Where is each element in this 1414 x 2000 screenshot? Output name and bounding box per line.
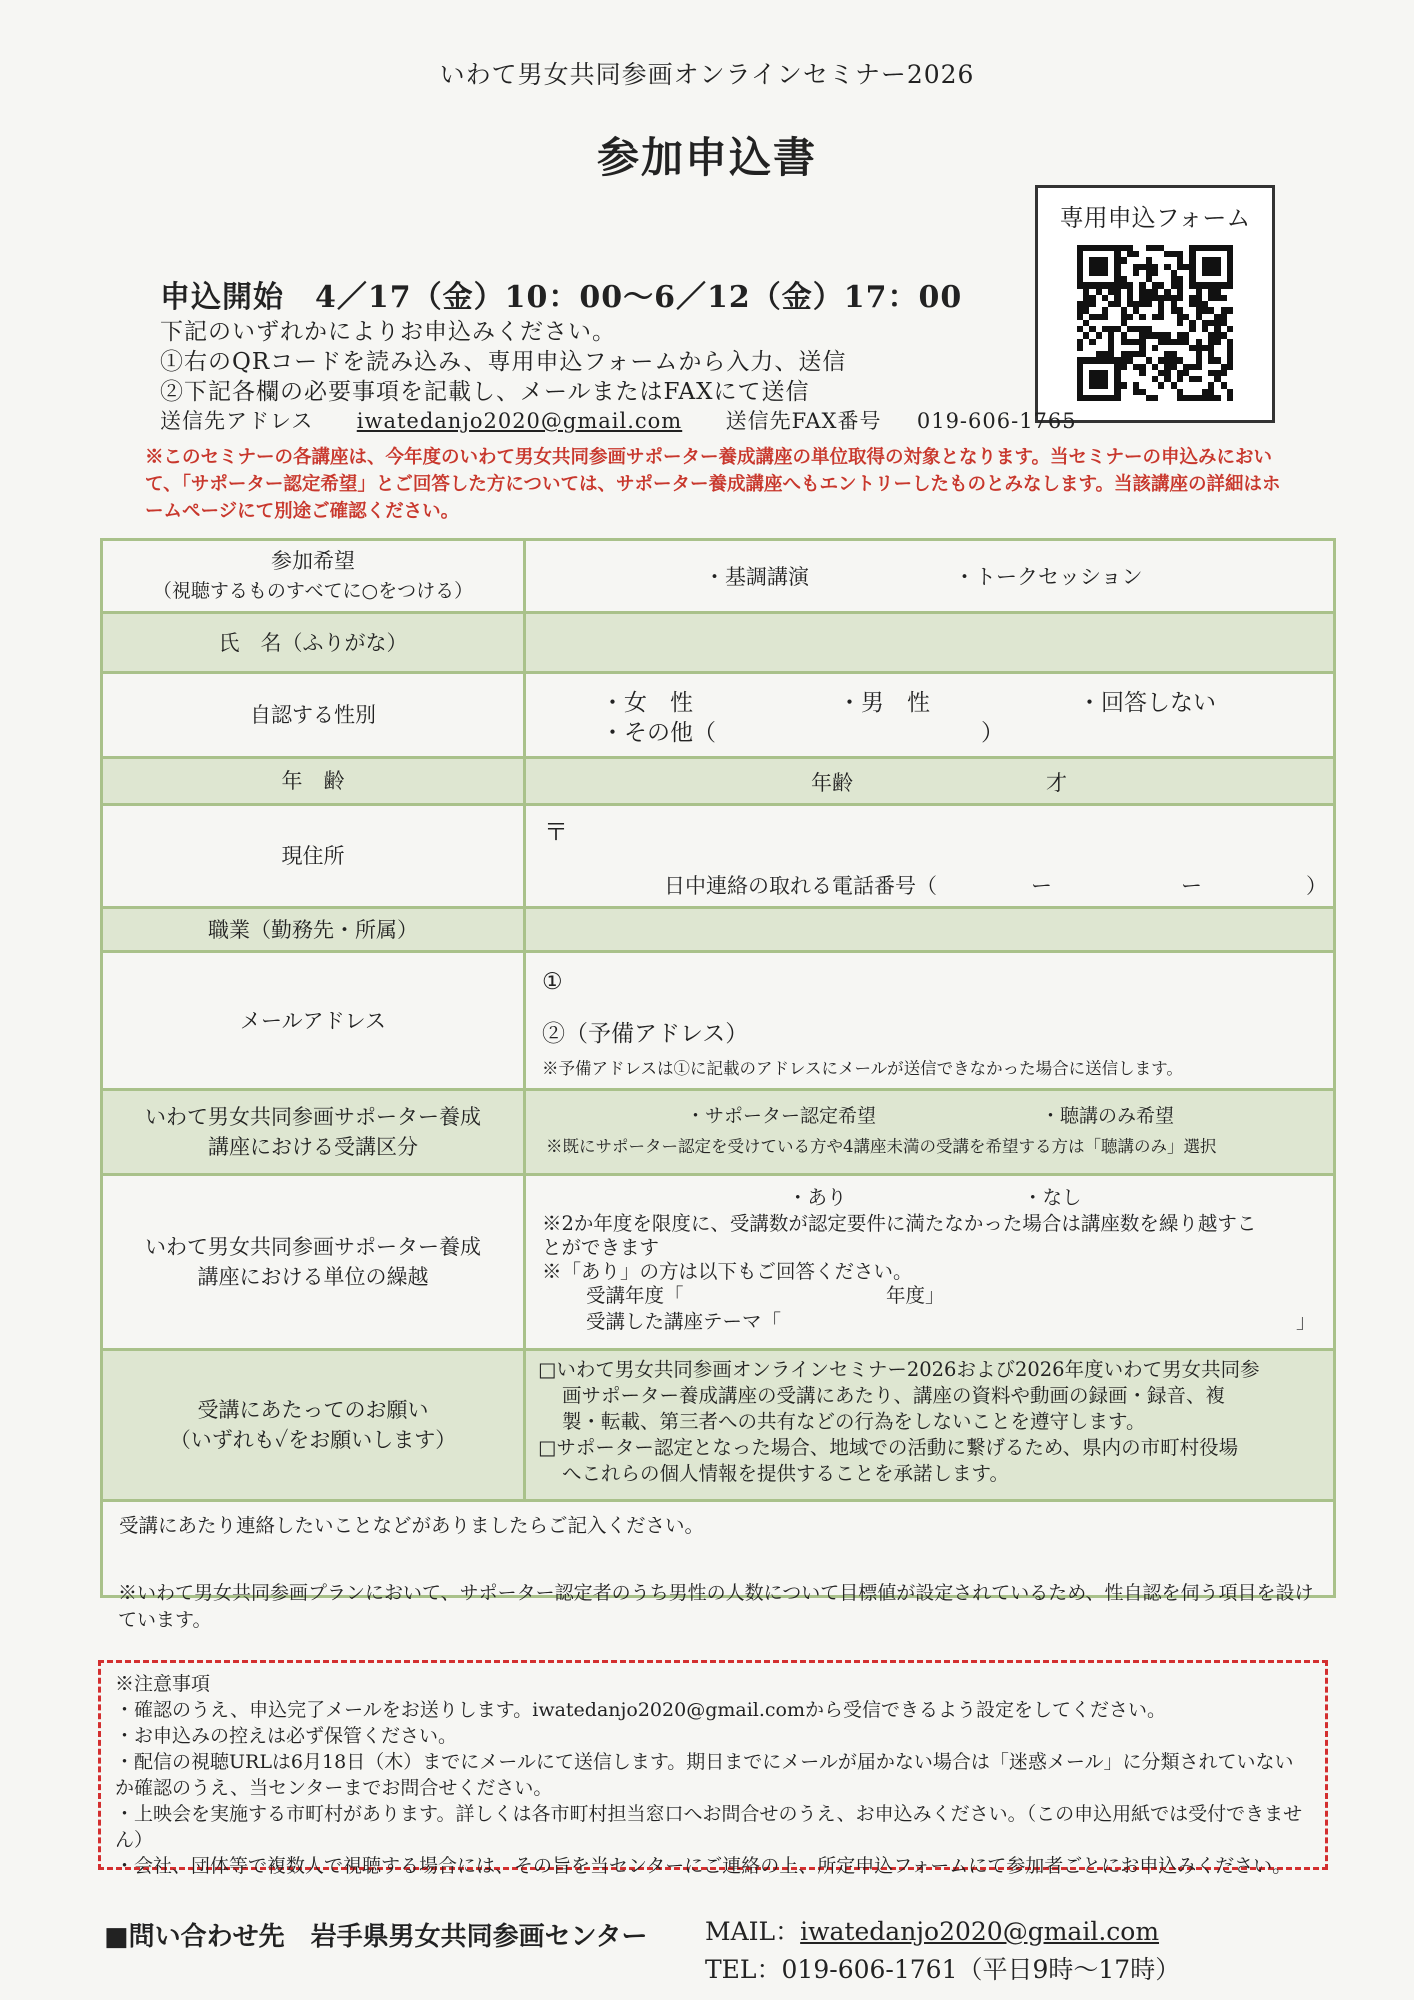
address-field-label: 現住所: [102, 805, 525, 908]
phone-close: ）: [1306, 874, 1327, 898]
participation-options: [525, 540, 1335, 613]
notes-title: ※注意事項: [115, 1673, 211, 1695]
gender-options: [525, 673, 1335, 758]
carry-note: ※「あり」の方は以下もご回答ください。: [542, 1260, 913, 1283]
phone-dash: ー: [1181, 874, 1202, 898]
age-label: 年 齢: [102, 758, 525, 805]
phone-label: 日中連絡の取れる電話番号（: [664, 874, 937, 898]
request-text: へこれらの個人情報を提供することを承諾します。: [562, 1462, 1009, 1485]
note-item: ・確認のうえ、申込完了メールをお送りします。iwatedanjo2020@gmail.comから受信できるよう設定をしてください。: [115, 1699, 1166, 1721]
note-item: ・配信の視聴URLは6月18日（木）までにメールにて送信します。期日までにメールが届かない場合は「迷惑メール」に分類されていないか確認のうえ、当センターまでお問合せください。: [115, 1751, 1294, 1799]
carry-label-line: 講座における単位の繰越: [197, 1265, 429, 1289]
carry-year-suffix: 年度」: [886, 1284, 945, 1307]
age-field[interactable]: [525, 758, 1335, 805]
email-label: メールアドレス: [102, 952, 525, 1090]
contact-label: ■問い合わせ先 岩手県男女共同参画センター: [104, 1922, 648, 1952]
page-title: 参加申込書: [596, 133, 817, 182]
mail-label: MAIL：: [705, 1917, 801, 1946]
request-label: [102, 1350, 525, 1501]
request-check-1[interactable]: □いわて男女共同参画オンラインセミナー2026および2026年度いわて男女共同参: [538, 1358, 1260, 1381]
contact-email-link[interactable]: iwatedanjo2020@gmail.com: [800, 1917, 1160, 1946]
carry-note: とができます: [542, 1236, 660, 1259]
job-label: 職業（勤務先・所属）: [102, 908, 525, 952]
course-certify[interactable]: ・サポーター認定希望: [686, 1105, 877, 1127]
name-field[interactable]: [525, 613, 1335, 673]
course-label-line: いわて男女共同参画サポーター養成: [145, 1105, 481, 1129]
request-checkboxes: [525, 1350, 1335, 1501]
gender-female[interactable]: ・女 性: [601, 690, 693, 716]
course-options: [525, 1090, 1335, 1175]
carry-note: ※2か年度を限度に、受講数が認定要件に満たなかった場合は講座数を繰り越すこ: [542, 1212, 1257, 1235]
carry-label-line: いわて男女共同参画サポーター養成: [145, 1235, 481, 1259]
participation-label-sub: （視聴するものすべてに○をつける）: [152, 580, 474, 602]
course-note: ※既にサポーター認定を受けている方や4講座未満の受講を希望する方は「聴講のみ」選択: [546, 1137, 1217, 1156]
address-field[interactable]: [525, 805, 1335, 908]
supporter-notice: ※このセミナーの各講座は、今年度のいわて男女共同参画サポーター養成講座の単位取得の対象となります。当セミナーの申込みにおいて、「サポーター認定希望」とご回答した方については、サポーター養成講座へもエントリーしたものとみなします。当該講座の詳細はホームページにて別途ご確認ください。: [145, 447, 1281, 522]
gender-other-close: ）: [981, 720, 1004, 746]
option-keynote[interactable]: ・基調講演: [704, 565, 809, 589]
footnote: ※いわて男女共同参画プランにおいて、サポーター認定者のうち男性の人数について目標値が設定されているため、性自認を伺う項目を設けています。: [118, 1582, 1314, 1631]
address-label: 送信先アドレス: [160, 409, 314, 433]
application-period: 申込開始 4／17（金）10：00〜6／12（金）17：00: [160, 280, 963, 315]
gender-no-answer[interactable]: ・回答しない: [1078, 690, 1216, 716]
contact-mail: [705, 1912, 1159, 1948]
carry-no[interactable]: ・なし: [1023, 1186, 1082, 1209]
email-note: ※予備アドレスは①に記載のアドレスにメールが送信できなかった場合に送信します。: [542, 1059, 1183, 1078]
carry-theme-close: 」: [1296, 1310, 1316, 1333]
qr-label: 専用申込フォーム: [1059, 204, 1251, 232]
gender-label: 自認する性別: [102, 673, 525, 758]
carry-yes[interactable]: ・あり: [788, 1186, 847, 1209]
send-info: [160, 405, 1077, 435]
request-check-2[interactable]: □サポーター認定となった場合、地域での活動に繋げるため、県内の市町村役場: [538, 1436, 1239, 1459]
instruction-line: ①右のQRコードを読み込み、専用申込フォームから入力、送信: [160, 349, 847, 375]
option-talk-session[interactable]: ・トークセッション: [954, 565, 1143, 589]
course-label: [102, 1090, 525, 1175]
gender-male[interactable]: ・男 性: [838, 690, 930, 716]
gender-other[interactable]: ・その他（: [601, 720, 716, 746]
qr-code-icon[interactable]: [1077, 245, 1233, 401]
postal-mark: 〒: [544, 818, 568, 846]
instruction-line: ②下記各欄の必要事項を記載し、メールまたはFAXにて送信: [160, 379, 810, 405]
email-backup-mark: ②（予備アドレス）: [542, 1021, 749, 1047]
participation-label-main: 参加希望: [271, 549, 355, 573]
age-prefix: 年齢: [811, 771, 853, 795]
participation-label: [102, 540, 525, 613]
note-item: ・会社、団体等で複数人で視聴する場合には、その旨を当センターにご連絡の上、所定申込フォームにて参加者ごとにお申込みください。: [115, 1855, 1292, 1877]
phone-dash: ー: [1031, 874, 1052, 898]
name-label: 氏 名（ふりがな）: [102, 613, 525, 673]
series-title: いわて男女共同参画オンラインセミナー2026: [439, 60, 975, 89]
carry-label: [102, 1175, 525, 1350]
instruction-line: 下記のいずれかによりお申込みください。: [160, 319, 616, 345]
email-link[interactable]: iwatedanjo2020@gmail.com: [356, 409, 683, 433]
note-item: ・お申込みの控えは必ず保管ください。: [115, 1725, 458, 1747]
carry-options: [525, 1175, 1335, 1350]
carry-theme-label: 受講した講座テーマ「: [586, 1310, 782, 1333]
fax-label: 送信先FAX番号: [725, 409, 882, 433]
qr-panel: [1035, 185, 1275, 423]
note-item: ・上映会を実施する市町村があります。詳しくは各市町村担当窓口へお問合せのうえ、お申込みください。（この申込用紙では受付できません）: [115, 1803, 1303, 1851]
email-primary-mark: ①: [542, 969, 563, 995]
request-text: 製・転載、第三者への共有などの行為をしないことを遵守します。: [562, 1410, 1146, 1433]
course-audit[interactable]: ・聴講のみ希望: [1041, 1105, 1175, 1127]
fax-number: 019-606-1765: [916, 409, 1077, 433]
job-field[interactable]: [525, 908, 1335, 952]
request-label-line: 受講にあたってのお願い: [197, 1398, 429, 1422]
contact-tel: TEL：019-606-1761（平日9時〜17時）: [705, 1955, 1181, 1984]
course-label-line: 講座における受講区分: [208, 1135, 418, 1159]
notes-box: [98, 1660, 1328, 1877]
age-suffix: 才: [1046, 771, 1067, 795]
request-label-line: （いずれも✓をお願いします）: [169, 1428, 457, 1452]
carry-year-label: 受講年度「: [586, 1284, 684, 1307]
email-fields[interactable]: [525, 952, 1335, 1090]
request-text: 画サポーター養成講座の受講にあたり、講座の資料や動画の録画・録音、複: [562, 1384, 1226, 1407]
comments-label: 受講にあたり連絡したいことなどがありましたらご記入ください。: [119, 1514, 705, 1537]
application-form: [100, 538, 1336, 1598]
